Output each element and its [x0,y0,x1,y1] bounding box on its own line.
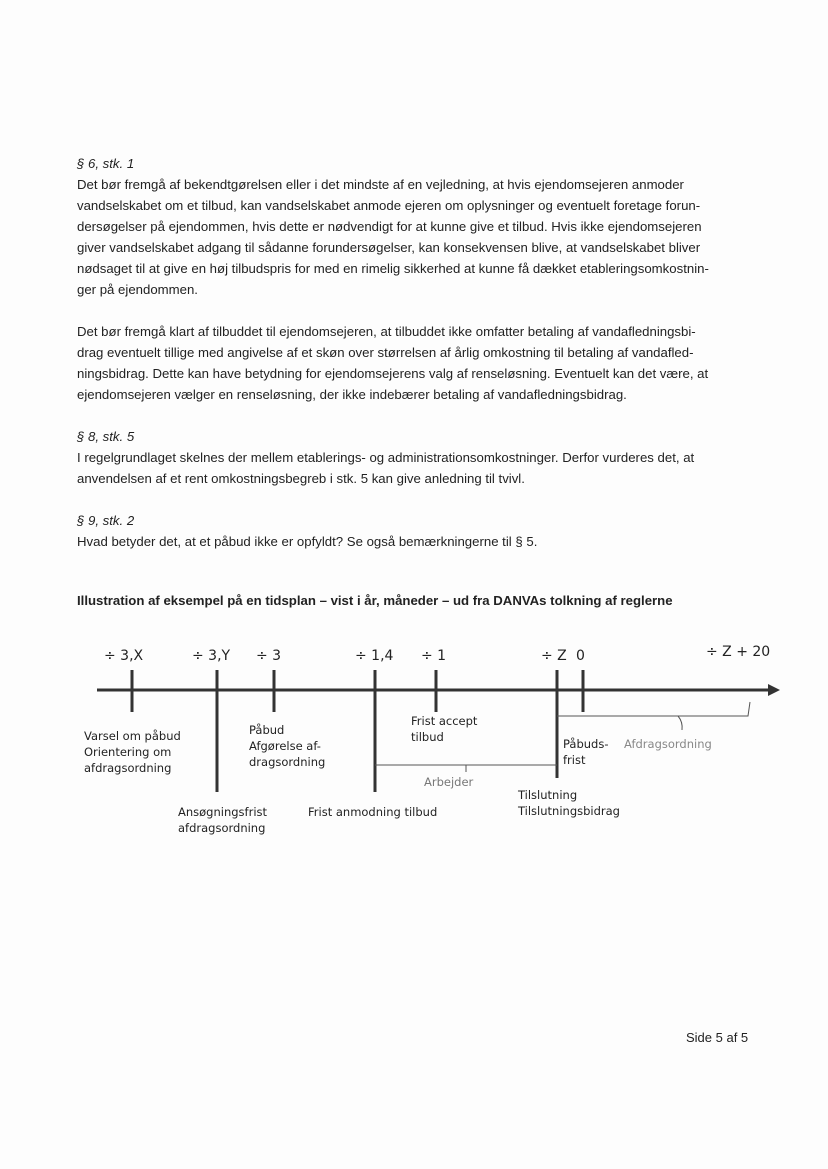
paragraph-line: dersøgelser på ejendommen, hvis dette er nødvendigt for at kunne give et tilbud. Hvis ikke ejendomsejeren [77,219,702,234]
section-heading: § 6, stk. 1 [77,156,135,171]
illustration-title: Illustration af eksempel på en tidsplan – vist i år, måneder – ud fra DANVAs tolkning af reglerne [77,593,673,608]
paragraph-line: giver vandselskabet adgang til sådanne forundersøgelser, kan konsekvensen blive, at vandselskabet bliver [77,240,701,255]
varsel-label: Varsel om påbud [84,729,181,743]
paragraph-line: drag eventuelt tillige med angivelse af et skøn over størrelsen af årlig omkostning til betaling af vandafled- [77,345,694,360]
paragraph-line: ger på ejendommen. [77,282,198,297]
paragraph-line: anvendelsen af et rent omkostningsbegreb i stk. 5 kan give anledning til tvivl. [77,471,525,486]
section-9-stk-2 [77,510,749,552]
ansoegning-label: Ansøgningsfrist [178,805,268,819]
tilslutning-label: Tilslutning [518,788,578,802]
varsel-label: afdragsordning [84,761,172,775]
section-heading: § 9, stk. 2 [77,513,135,528]
timeline-diagram [0,630,828,860]
paragraph-line: nødsaget til at give en høj tilbudspris for med en rimelig sikkerhed at kunne få dækket etableringsomkostnin- [77,261,709,276]
section-8-stk-5 [77,426,749,489]
section-heading: § 8, stk. 5 [77,429,135,444]
tick-label: ÷ 1,4 [355,648,394,664]
paragraph-line: I regelgrundlaget skelnes der mellem etablerings- og administrationsomkostninger. Derfor vurderes det, at [77,450,695,465]
paragraph-line: ningsbidrag. Dette kan have betydning for ejendomsejerens valg af renseløsning. Eventuelt kan det være, at [77,366,709,381]
paragraph-line: Det bør fremgå klart af tilbuddet til ejendomsejeren, at tilbuddet ikke omfatter betaling af vandafledningsbi- [77,324,696,339]
page-number: Side 5 af 5 [686,1030,749,1045]
tick-label: ÷ 3 [256,648,282,664]
tick-label: ÷ Z [541,648,567,664]
varsel-label: Orientering om [84,745,172,759]
tilbud-paragraph [77,321,749,405]
frist-accept-label: tilbud [411,730,444,744]
ansoegning-label: afdragsordning [178,821,266,835]
afdrag-bracket [557,702,750,716]
paragraph-line: Hvad betyder det, at et påbud ikke er opfyldt? Se også bemærkningerne til § 5. [77,534,538,549]
paabud-label: dragsordning [249,755,326,769]
frist-anmodning-label: Frist anmodning tilbud [308,805,438,819]
tick-label: ÷ 1 [421,648,447,664]
paragraph-line: Det bør fremgå af bekendtgørelsen eller i det mindste af en vejledning, at hvis ejendomsejeren anmoder [77,177,684,192]
frist-accept-label: Frist accept [411,714,478,728]
paabud-label: Afgørelse af- [249,739,321,753]
tilslutning-label: Tilslutningsbidrag [518,804,620,818]
paabudsfrist-label: Påbuds- [563,737,609,751]
section-6-stk-1 [77,153,749,300]
tick-label: ÷ 3,Y [192,648,231,664]
tick-label: ÷ Z + 20 [706,644,771,660]
bracket-tick [678,716,682,730]
arrow-head-icon [768,684,780,696]
paabudsfrist-label: frist [563,753,586,767]
afdrag-label: Afdragsordning [624,737,712,751]
paabud-label: Påbud [249,723,285,737]
paragraph-line: ejendomsejeren vælger en renseløsning, der ikke indebærer betaling af vandafledningsbidrag. [77,387,627,402]
tick-label: ÷ 3,X [104,648,144,664]
arbejder-label: Arbejder [424,775,474,789]
tick-label: 0 [576,648,585,664]
paragraph-line: vandselskabet om et tilbud, kan vandselskabet anmode ejeren om oplysninger og eventuelt foretage forun- [77,198,701,213]
